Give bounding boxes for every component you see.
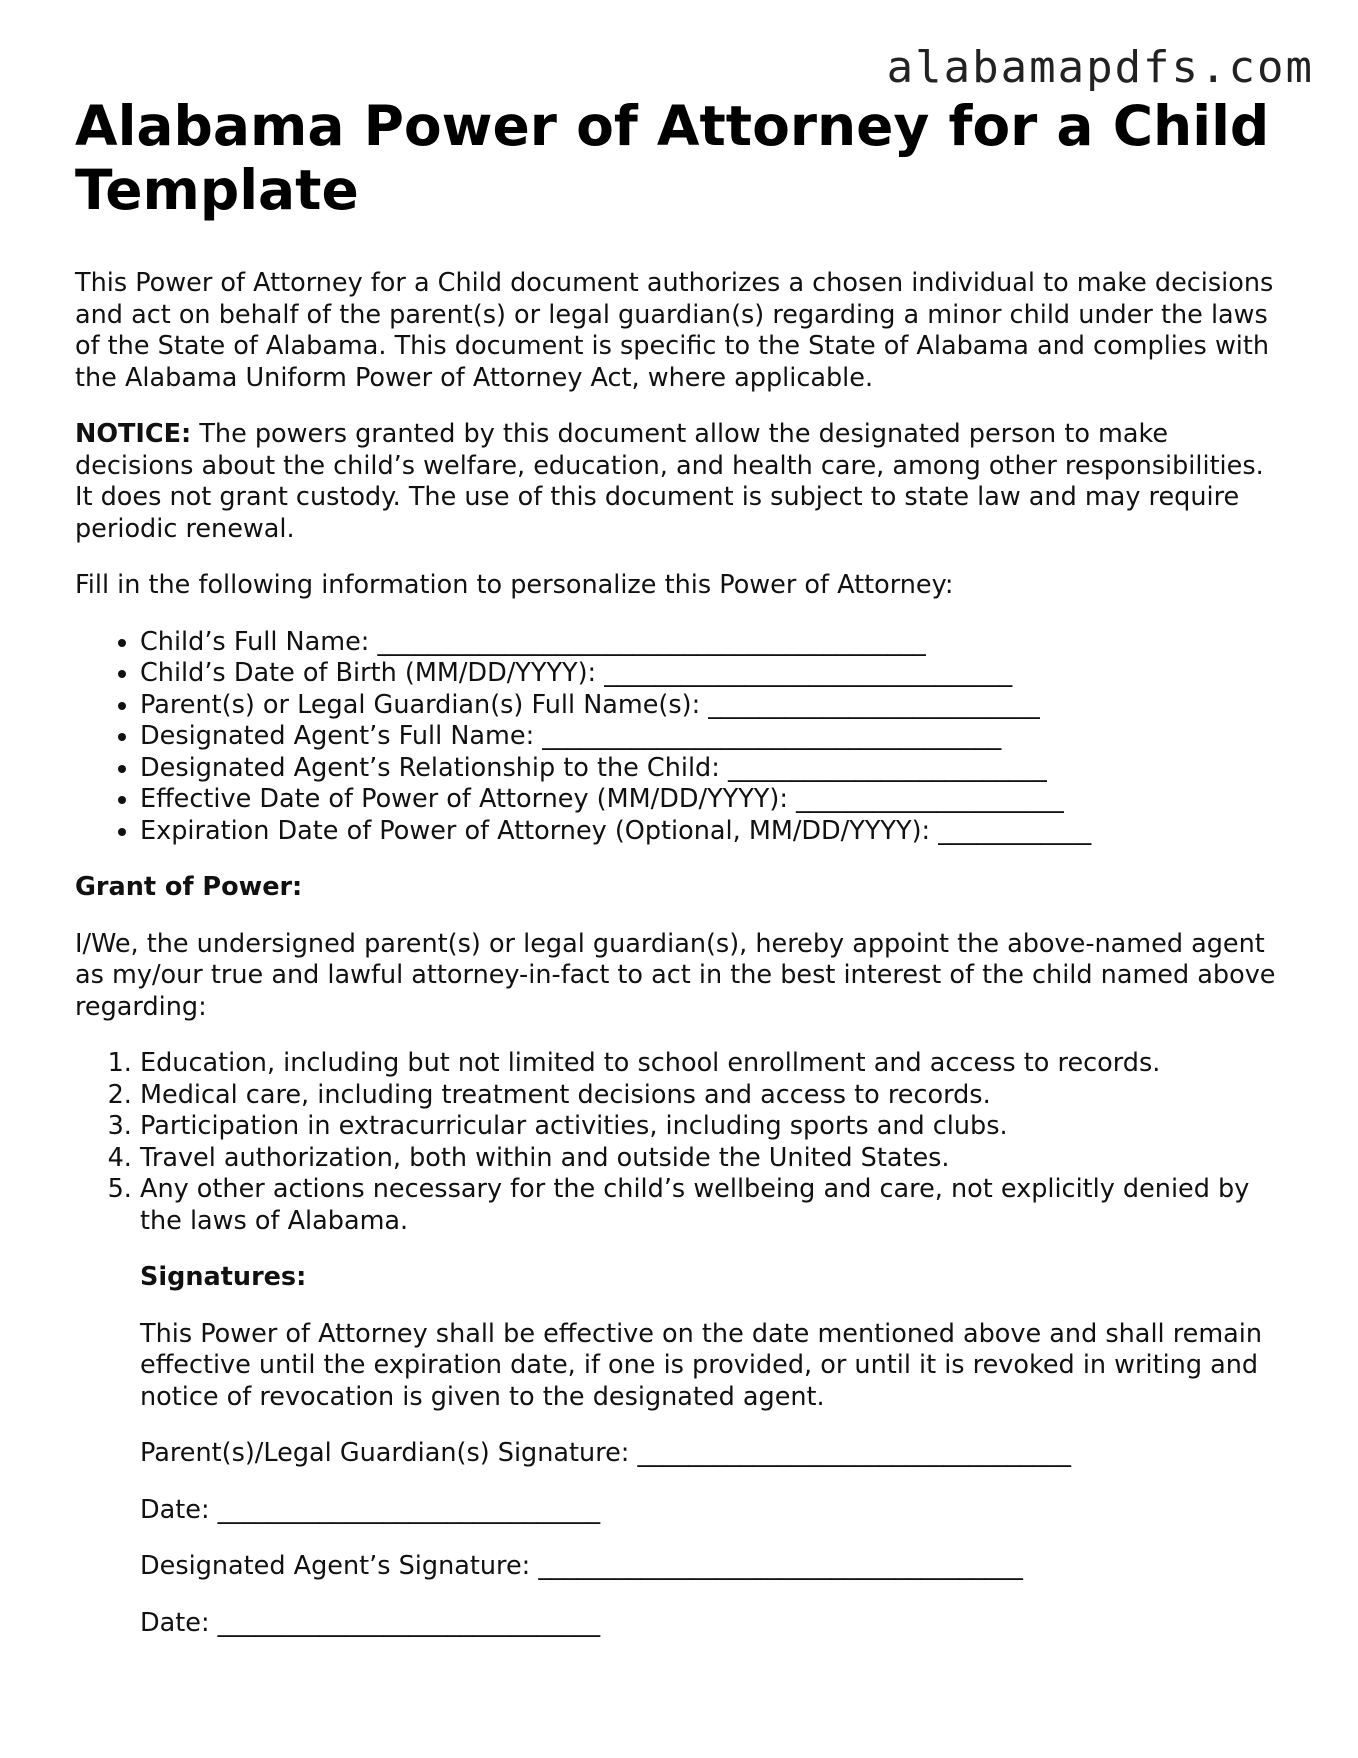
- field-expiration-date[interactable]: • Expiration Date of Power of Attorney (Optional, MM/DD/YYYY): ____________: [140, 816, 1285, 848]
- power-item-extracurricular: 3. Participation in extracurricular activities, including sports and clubs.: [140, 1111, 1285, 1143]
- document-title: Alabama Power of Attorney for a Child Template: [75, 94, 1270, 222]
- power-item-travel: 4. Travel authorization, both within and outside the United States.: [140, 1143, 1285, 1175]
- field-agent-relationship[interactable]: • Designated Agent’s Relationship to the Child: _________________________: [140, 753, 1285, 785]
- agent-date-line[interactable]: Date: ______________________________: [140, 1607, 601, 1638]
- power-item-other: 5. Any other actions necessary for the child’s wellbeing and care, not explicitly denied by the laws of Alabama.: [140, 1174, 1285, 1237]
- field-child-name[interactable]: • Child’s Full Name: ___________________________________________: [140, 627, 1285, 659]
- personal-info-fields: [75, 627, 1285, 848]
- parent-date-line[interactable]: Date: ______________________________: [140, 1494, 601, 1525]
- notice-label: NOTICE:: [75, 419, 192, 449]
- parent-signature-line[interactable]: Parent(s)/Legal Guardian(s) Signature: __________________________________: [140, 1438, 1071, 1468]
- signatures-heading: Signatures:: [140, 1262, 307, 1292]
- signatures-section: [140, 1262, 1285, 1639]
- power-item-medical: 2. Medical care, including treatment decisions and access to records.: [140, 1080, 1285, 1112]
- agent-signature-line[interactable]: Designated Agent’s Signature: ______________________________________: [140, 1551, 1023, 1581]
- grant-of-power-heading: Grant of Power:: [75, 872, 303, 902]
- notice-text: The powers granted by this document allow the designated person to make decisions about the child’s welfare, education, and health care, among other responsibilities. It does not grant custody. The use of this document is subject to state law and may require periodic renewal.: [75, 419, 1264, 544]
- intro-paragraph: This Power of Attorney for a Child document authorizes a chosen individual to make decisions and act on behalf of the parent(s) or legal guardian(s) regarding a minor child under the laws of the State of Alabama. This document is specific to the State of Alabama and complies with the Alabama Uniform Power of Attorney Act, where applicable.: [75, 268, 1274, 393]
- signatures-paragraph: This Power of Attorney shall be effective on the date mentioned above and shall remain effective until the expiration date, if one is provided, or until it is revoked in writing and notice of revocation is given to the designated agent.: [140, 1318, 1263, 1412]
- grant-paragraph: I/We, the undersigned parent(s) or legal guardian(s), hereby appoint the above-named agent as my/our true and lawful attorney-in-fact to act in the best interest of the child named above regarding:: [75, 928, 1276, 1022]
- power-item-education: 1. Education, including but not limited to school enrollment and access to records.: [140, 1048, 1285, 1080]
- fill-instruction: Fill in the following information to personalize this Power of Attorney:: [75, 570, 954, 600]
- document-page: [75, 94, 1285, 1664]
- field-guardian-names[interactable]: • Parent(s) or Legal Guardian(s) Full Name(s): __________________________: [140, 690, 1285, 722]
- site-watermark: alabamapdfs.com: [886, 42, 1314, 93]
- powers-list: [75, 1048, 1285, 1237]
- field-agent-name[interactable]: • Designated Agent’s Full Name: ____________________________________: [140, 721, 1285, 753]
- field-effective-date[interactable]: • Effective Date of Power of Attorney (MM/DD/YYYY): _____________________: [140, 784, 1285, 816]
- field-child-dob[interactable]: • Child’s Date of Birth (MM/DD/YYYY): ________________________________: [140, 658, 1285, 690]
- notice-paragraph: [75, 419, 1285, 545]
